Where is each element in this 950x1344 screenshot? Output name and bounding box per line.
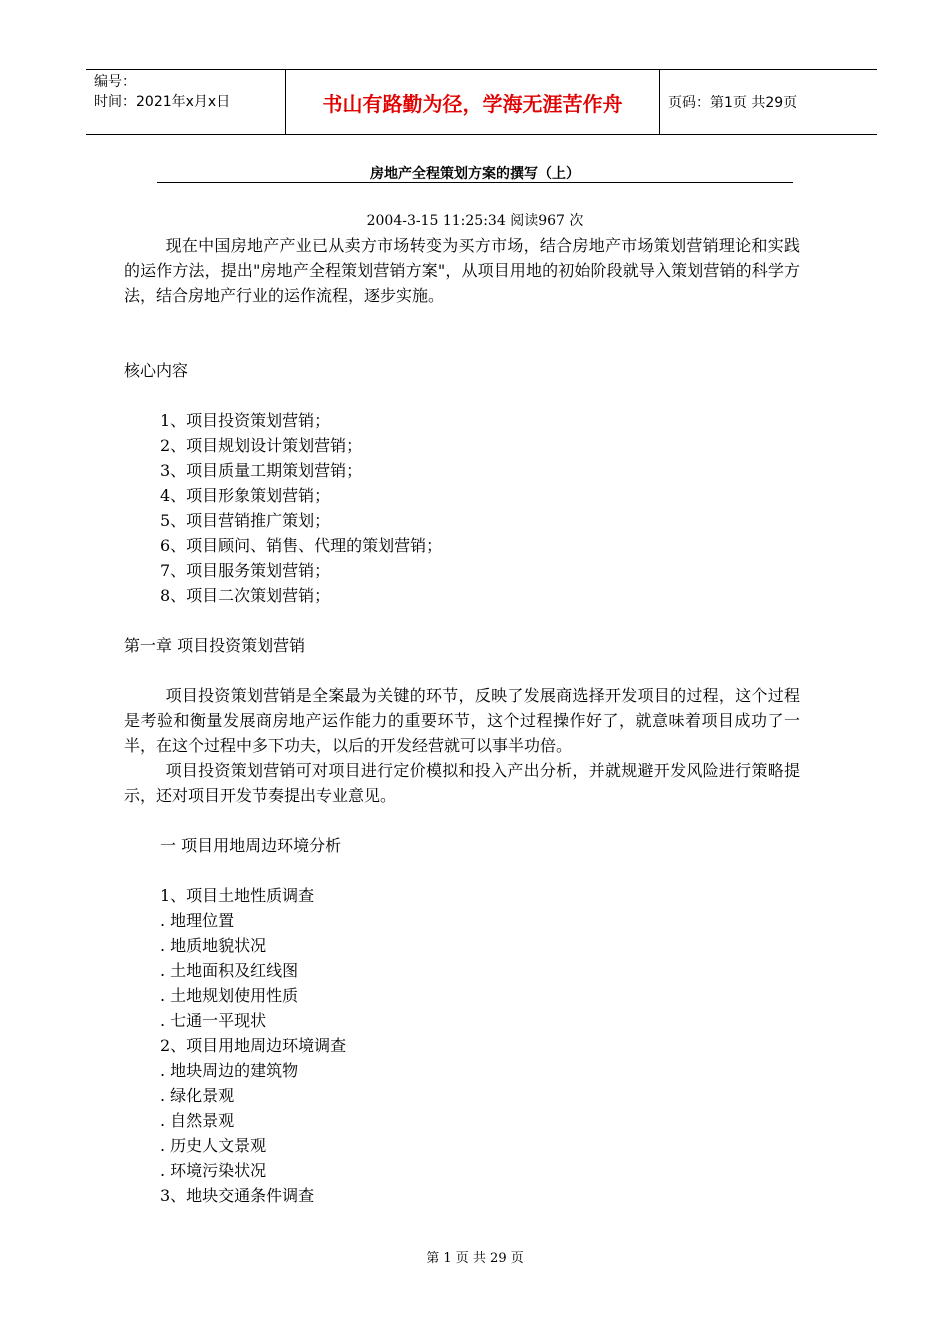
intro-paragraph: 现在中国房地产产业已从卖方市场转变为买方市场，结合房地产市场策划营销理论和实践的运作方法，提出"房地产全程策划营销方案"，从项目用地的初始阶段就导入策划营销的科学方法，结合房地产行业的运作流程，逐步实施。: [124, 236, 800, 305]
outline-list: [124, 883, 800, 1208]
section-heading: 一 项目用地周边环境分析: [160, 836, 342, 855]
time-label: 时间：2021年x月x日: [94, 94, 231, 110]
outline-item: 1、项目土地性质调查: [160, 886, 315, 905]
publish-meta: 2004-3-15 11:25:34 阅读967 次: [366, 213, 584, 229]
outline-item: . 土地面积及红线图: [160, 961, 299, 980]
chapter-paragraph-2: 项目投资策划营销可对项目进行定价模拟和投入产出分析，并就规避开发风险进行策略提示，还对项目开发节奏提出专业意见。: [124, 761, 800, 805]
outline-item: . 地理位置: [160, 911, 235, 930]
core-list: [124, 408, 800, 608]
chapter-paragraph-1: 项目投资策划营销是全案最为关键的环节，反映了发展商选择开发项目的过程，这个过程是考验和衡量发展商房地产运作能力的重要环节，这个过程操作好了，就意味着项目成功了一半，在这个过程中多下功夫，以后的开发经营就可以事半功倍。: [124, 686, 800, 755]
list-item: 2、项目规划设计策划营销；: [160, 436, 363, 455]
outline-item: 3、地块交通条件调查: [160, 1186, 315, 1205]
outline-item: . 绿化景观: [160, 1086, 235, 1105]
page-footer: 第 1 页 共 29 页: [426, 1251, 524, 1266]
list-item: 5、项目营销推广策划；: [160, 511, 331, 530]
outline-item: . 地块周边的建筑物: [160, 1061, 299, 1080]
document-header-table: [86, 69, 877, 135]
outline-item: . 自然景观: [160, 1111, 235, 1130]
list-item: 3、项目质量工期策划营销；: [160, 461, 363, 480]
list-item: 1、项目投资策划营销；: [160, 411, 331, 430]
header-left-cell: [86, 70, 286, 134]
document-title: 房地产全程策划方案的撰写（上）: [370, 166, 580, 182]
outline-item: . 环境污染状况: [160, 1161, 267, 1180]
outline-item: . 土地规划使用性质: [160, 986, 299, 1005]
number-label: 编号：: [94, 74, 136, 90]
motto: 书山有路勤为径，学海无涯苦作舟: [286, 70, 660, 134]
list-item: 7、项目服务策划营销；: [160, 561, 331, 580]
outline-item: . 地质地貌状况: [160, 936, 267, 955]
list-item: 4、项目形象策划营销；: [160, 486, 331, 505]
outline-item: . 历史人文景观: [160, 1136, 267, 1155]
outline-item: 2、项目用地周边环境调查: [160, 1036, 347, 1055]
list-item: 8、项目二次策划营销；: [160, 586, 331, 605]
outline-item: . 七通一平现状: [160, 1011, 267, 1030]
document-body: [124, 233, 800, 1208]
page-label: 页码：第1页 共29页: [668, 95, 798, 111]
title-divider: [157, 182, 793, 183]
chapter-heading: 第一章 项目投资策划营销: [124, 636, 306, 655]
core-heading: 核心内容: [124, 361, 189, 380]
list-item: 6、项目顾问、销售、代理的策划营销；: [160, 536, 443, 555]
